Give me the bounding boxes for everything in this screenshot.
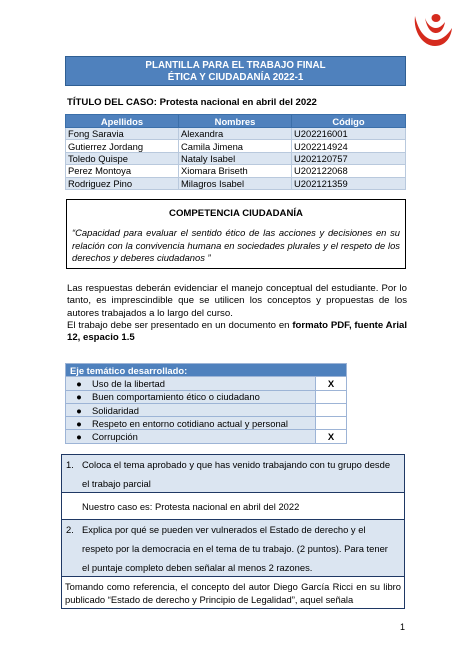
case-title-label: TÍTULO DEL CASO: [67, 97, 157, 108]
table-row [66, 128, 406, 140]
eje-row [66, 430, 347, 443]
format-requirement: formato PDF, fuente Arial 12, espacio 1.5 [67, 320, 407, 344]
bullet-icon: ● [76, 404, 82, 416]
eje-row [66, 417, 347, 430]
table-row [66, 140, 406, 152]
header-line-1: PLANTILLA PARA EL TRABAJO FINAL [145, 60, 326, 71]
cell-nombres: Milagros Isabel [179, 177, 292, 189]
questions-box [61, 454, 405, 609]
cell-apellidos: Gutierrez Jordang [66, 140, 179, 152]
cell-nombres: Camila Jimena [179, 140, 292, 152]
students-table [65, 114, 406, 190]
page-number: 1 [400, 622, 406, 632]
format-text: El trabajo debe ser presentado en un documento en [67, 320, 293, 331]
question-1 [62, 455, 404, 493]
eje-row [66, 390, 347, 403]
bullet-icon: ● [76, 431, 82, 443]
answer-2: Tomando como referencia, el concepto del autor Diego García Ricci en su libro publicado “Estado de derecho y Principio de Legalidad”, aquel señala [65, 581, 401, 605]
eje-row [66, 377, 347, 390]
template-header [65, 56, 406, 86]
table-row [66, 165, 406, 177]
cell-nombres: Xiomara Briseth [179, 165, 292, 177]
table-row [66, 177, 406, 189]
table-header-row [66, 115, 406, 128]
question-text-cont: el puntaje completo deben señalar al menos 2 razones. [82, 562, 313, 573]
question-number: 1. [66, 459, 74, 470]
cell-apellidos: Perez Montoya [66, 165, 179, 177]
competencia-quote: “Capacidad para evaluar el sentido ético de las acciones y decisiones en su relación con la convivencia humana en sociedades plurales y el respeto de los derechos y deberes ciudadanos ” [72, 227, 400, 264]
cell-apellidos: Fong Saravia [66, 128, 179, 140]
case-title [67, 97, 317, 108]
question-text-cont: el trabajo parcial [82, 478, 151, 489]
university-logo [409, 10, 455, 50]
question-2 [62, 520, 404, 577]
eje-label: Uso de la libertad [92, 377, 165, 389]
column-header-apellidos: Apellidos [66, 115, 179, 128]
eje-row [66, 403, 347, 416]
question-text-cont: respeto por la democracia en el tema de tu trabajo. (2 puntos). Para tener [82, 543, 388, 554]
cell-codigo: U202122068 [292, 165, 406, 177]
question-text: Explica por qué se pueden ver vulnerados el Estado de derecho y el [82, 524, 366, 535]
eje-title: Eje temático desarrollado: [66, 364, 347, 377]
answer-1: Nuestro caso es: Protesta nacional en abril del 2022 [62, 493, 404, 520]
eje-label: Corrupción [92, 431, 138, 443]
eje-tematico-table [65, 363, 347, 444]
eje-label: Solidaridad [92, 404, 139, 416]
cell-codigo: U202121359 [292, 177, 406, 189]
eje-label: Buen comportamiento ético o ciudadano [92, 391, 260, 403]
instructions-paragraph: Las respuestas deberán evidenciar el manejo conceptual del estudiante. Por lo tanto, es imprescindible que se utilicen los conceptos y propuestas de los autores trabajados a lo largo del curso. [67, 283, 407, 319]
cell-apellidos: Rodriguez Pino [66, 177, 179, 189]
eje-mark [316, 390, 347, 403]
cell-nombres: Alexandra [179, 128, 292, 140]
competencia-box [66, 199, 406, 269]
cell-codigo: U202120757 [292, 152, 406, 164]
eje-header-row [66, 364, 347, 377]
cell-nombres: Nataly Isabel [179, 152, 292, 164]
format-paragraph [67, 320, 407, 345]
eje-label: Respeto en entorno cotidiano actual y personal [92, 417, 288, 429]
eje-mark: X [316, 377, 347, 390]
bullet-icon: ● [76, 391, 82, 403]
eje-mark [316, 403, 347, 416]
eje-mark [316, 417, 347, 430]
question-number: 2. [66, 524, 74, 535]
cell-apellidos: Toledo Quispe [66, 152, 179, 164]
eje-mark: X [316, 430, 347, 443]
table-row [66, 152, 406, 164]
column-header-codigo: Código [292, 115, 406, 128]
cell-codigo: U202214924 [292, 140, 406, 152]
bullet-icon: ● [76, 417, 82, 429]
bullet-icon: ● [76, 377, 82, 389]
case-title-value: Protesta nacional en abril del 2022 [159, 97, 317, 108]
competencia-title: COMPETENCIA CIUDADANÍA [169, 208, 303, 219]
question-text: Coloca el tema aprobado y que has venido trabajando con tu grupo desde [82, 459, 391, 470]
cell-codigo: U202216001 [292, 128, 406, 140]
header-line-2: ÉTICA Y CIUDADANÍA 2022-1 [167, 72, 304, 83]
column-header-nombres: Nombres [179, 115, 292, 128]
